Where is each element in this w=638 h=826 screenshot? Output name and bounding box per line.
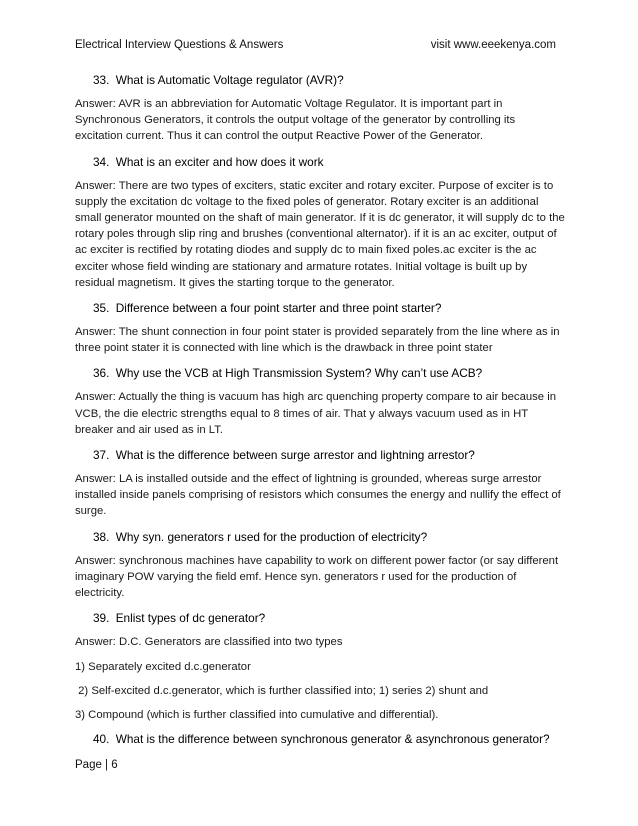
question-number: 35. — [93, 301, 110, 316]
question-number: 39. — [93, 611, 110, 626]
question-number: 40. — [93, 732, 110, 747]
question-39 — [93, 610, 565, 626]
answer-39: Answer: D.C. Generators are classified into two types — [75, 636, 343, 649]
question-number: 33. — [93, 73, 110, 87]
answer-34: Answer: There are two types of exciters, static exciter and rotary exciter. Purpose of exciter is to supply the excitation dc voltage to the fixed poles of generator. Rotary exciter is an additional small generator mounted on the shaft of main generator. If it is dc generator, it will supply dc to the rotary poles through slip ring and brushes (conventional alternator). if it is an ac exciter, output of ac exciter is rectified by rotating diodes and supply dc to main fixed poles.ac exciter is the ac exciter whose field winding are stationary and armature rotates. Initial voltage is built up by residual magnetism. It gives the starting torque to the generator. — [75, 179, 565, 289]
question-number: 38. — [93, 529, 110, 544]
dc-generator-type-2: 2) Self-excited d.c.generator, which is further classified into; 1) series 2) shunt and — [75, 685, 489, 698]
page-number: Page | 6 — [75, 759, 118, 771]
question-33 — [93, 72, 565, 88]
dc-generator-type-1: 1) Separately excited d.c.generator — [75, 661, 251, 674]
question-38 — [93, 529, 565, 545]
question-text: What is Automatic Voltage regulator (AVR)? — [115, 73, 344, 87]
question-37 — [93, 447, 565, 463]
question-number: 36. — [93, 366, 110, 381]
question-text: Difference between a four point starter and three point starter? — [115, 301, 442, 316]
header-title: Electrical Interview Questions & Answers — [75, 39, 284, 51]
question-40 — [93, 731, 565, 747]
answer-36: Answer: Actually the thing is vacuum has high arc quenching property compare to air because in VCB, the die electric strengths equal to 8 times of air. That y always vacuum used as in HT breaker and air used as in LT. — [75, 391, 557, 436]
question-number: 34. — [93, 154, 110, 169]
answer-37: Answer: LA is installed outside and the effect of lightning is grounded, whereas surge arrestor installed inside panels comprising of resistors which consumes the energy and nullify the effect of surge. — [75, 473, 561, 518]
question-text: What is the difference between synchronous generator & asynchronous generator? — [115, 732, 550, 747]
answer-35: Answer: The shunt connection in four point stater is provided separately from the line where as in three point stater it is connected with line which is the drawback in three point stater — [75, 326, 560, 355]
question-text: What is the difference between surge arrestor and lightning arrestor? — [115, 448, 475, 463]
question-text: Why use the VCB at High Transmission System? Why can’t use ACB? — [115, 366, 483, 381]
qa-content — [75, 72, 565, 755]
question-text: Why syn. generators r used for the production of electricity? — [115, 529, 428, 544]
question-text: Enlist types of dc generator? — [115, 611, 266, 626]
question-36 — [93, 365, 565, 381]
question-35 — [93, 300, 565, 316]
question-34 — [93, 154, 565, 170]
answer-33: Answer: AVR is an abbreviation for Automatic Voltage Regulator. It is important part in Synchronous Generators, it controls the output voltage of the generator by controlling its excitation current. Thus it can control the output Reactive Power of the Generator. — [75, 98, 516, 143]
dc-generator-type-3: 3) Compound (which is further classified into cumulative and differential). — [75, 709, 439, 722]
answer-38: Answer: synchronous machines have capability to work on different power factor (or say different imaginary POW varying the field emf. Hence syn. generators r used for the production of electricity. — [75, 554, 559, 600]
question-text: What is an exciter and how does it work — [115, 154, 324, 169]
question-number: 37. — [93, 448, 110, 463]
header-website: visit www.eeekenya.com — [430, 39, 556, 51]
